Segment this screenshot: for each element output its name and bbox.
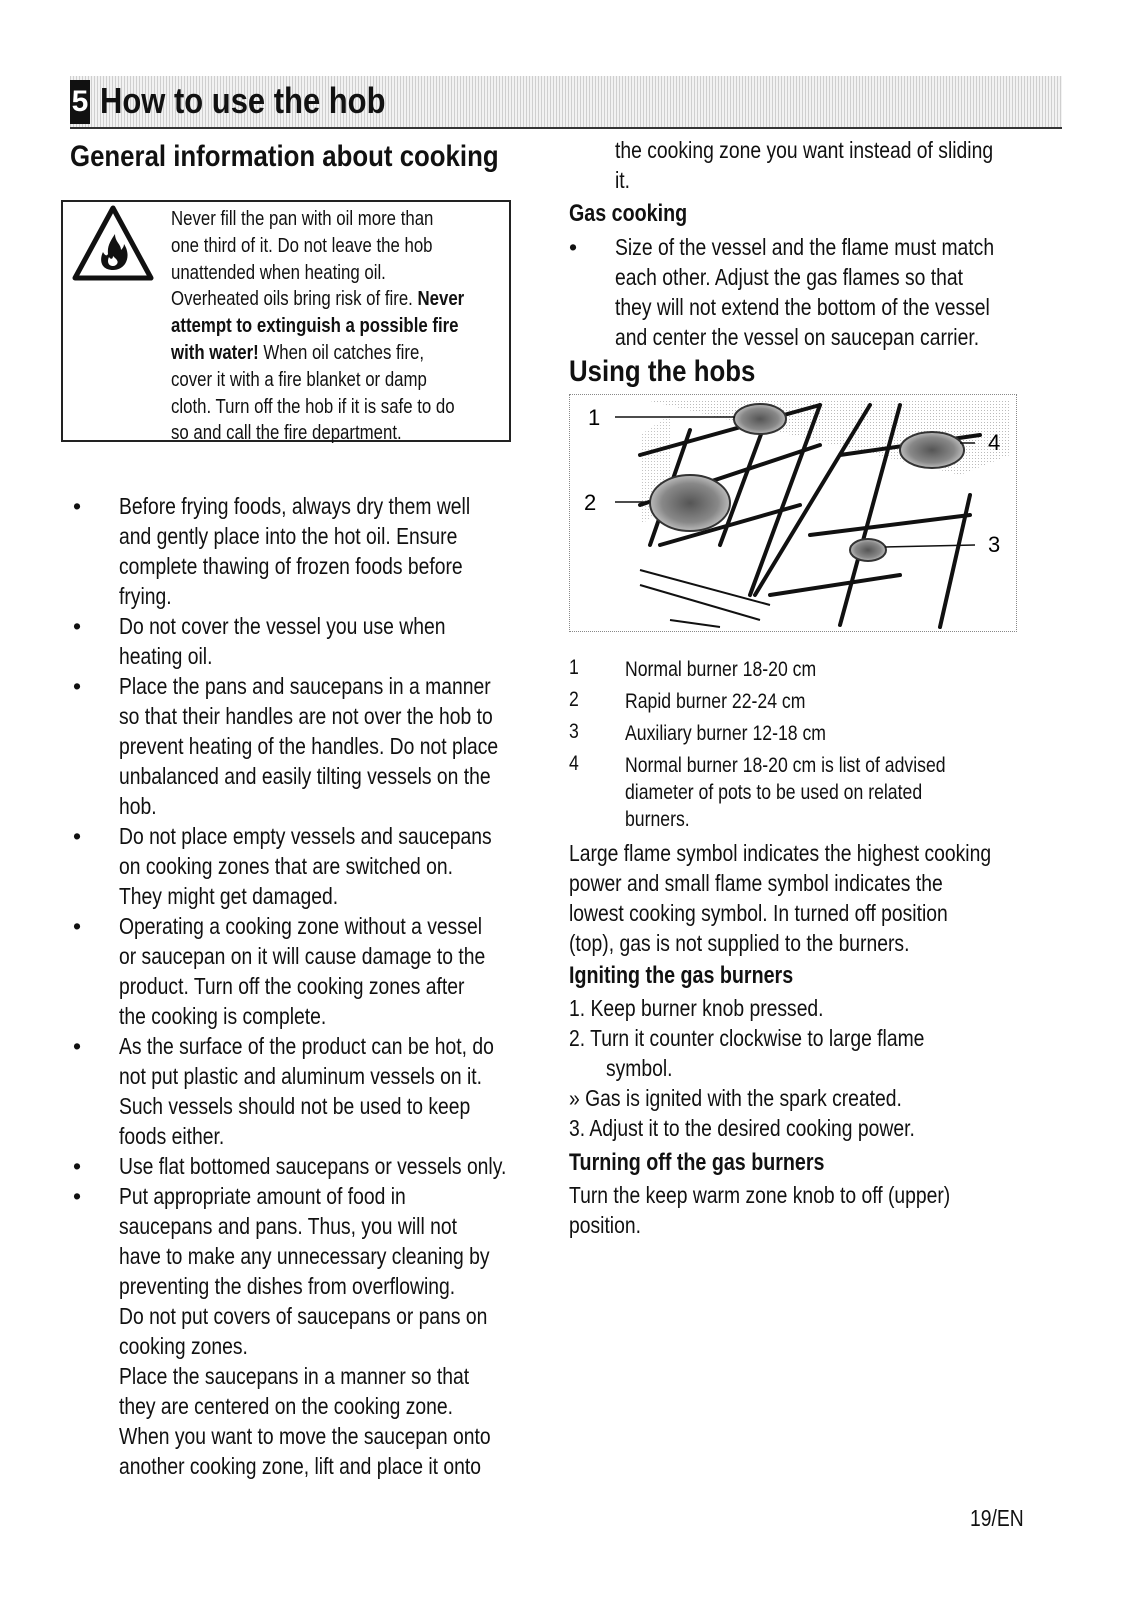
figure-label-2: 2 — [584, 490, 597, 515]
legend-text-3: Auxiliary burner 12-18 cm — [625, 722, 826, 745]
turning-off-text: Turn the keep warm zone knob to off (upper) position. — [569, 1182, 951, 1238]
warning-text: Never fill the pan with oil more than one third of it. Do not leave the hob unattended when heating oil. Overheated oils bring risk of fire. Never attempt to extinguish a possible fire with water! When oil catches fire, cover it with a fire blanket or damp cloth. Turn off the hob if it is safe to do so and call the fire department. — [171, 208, 465, 445]
chapter-number: 5 — [70, 80, 90, 124]
list-item: • Before frying foods, always dry them well and gently place into the hot oil. Ensure complete thawing of frozen foods before frying. — [73, 493, 471, 609]
section-heading-general: General information about cooking — [70, 140, 499, 173]
legend-num-1: 1 — [569, 656, 579, 679]
legend-num-3: 3 — [569, 720, 579, 743]
legend-num-2: 2 — [569, 688, 579, 711]
figure-label-1: 1 — [588, 405, 601, 430]
igniting-steps: 1. Keep burner knob pressed. 2. Turn it counter clockwise to large flame symbol. » Gas is ignited with the spark created. 3. Adjust it to the desired cooking power. — [569, 995, 925, 1141]
list-item: • Use flat bottomed saucepans or vessels only. — [73, 1153, 507, 1179]
heading-gas-cooking: Gas cooking — [569, 200, 688, 227]
flame-symbol-paragraph: Large flame symbol indicates the highest cooking power and small flame symbol indicates the lowest cooking symbol. In turned off position (top), gas is not supplied to the burners. — [569, 840, 992, 956]
hob-diagram — [569, 394, 1017, 632]
list-item: • Size of the vessel and the flame must match each other. Adjust the gas flames so that they will not extend the bottom of the vessel and center the vessel on saucepan carrier. — [569, 234, 995, 350]
warning-box — [61, 200, 511, 445]
page-number: 19/EN — [970, 1505, 1024, 1531]
legend-num-4: 4 — [569, 752, 579, 775]
continued-text: the cooking zone you want instead of sliding it. — [615, 137, 994, 193]
heading-turning-off: Turning off the gas burners — [569, 1149, 825, 1176]
figure-label-3: 3 — [988, 532, 1001, 557]
list-item: • Place the pans and saucepans in a manner so that their handles are not over the hob to prevent heating of the handles. Do not place unbalanced and easily tilting vessels on the hob. — [73, 673, 499, 819]
list-item: • Operating a cooking zone without a vessel or saucepan on it will cause damage to the product. Turn off the cooking zones after the cooking is complete. — [73, 913, 486, 1029]
fire-warning-icon — [71, 204, 155, 284]
heading-igniting: Igniting the gas burners — [569, 962, 794, 989]
legend-text-2: Rapid burner 22-24 cm — [625, 690, 806, 713]
hob-illustration — [570, 395, 1016, 631]
legend-text-4: Normal burner 18-20 cm is list of advised diameter of pots to be used on related burners. — [625, 754, 946, 831]
list-item: • As the surface of the product can be hot, do not put plastic and aluminum vessels on it. Such vessels should not be used to keep foods either. — [73, 1033, 494, 1149]
chapter-title: How to use the hob — [100, 80, 386, 121]
cooking-tips-list — [61, 491, 541, 1481]
header-rule — [70, 127, 1062, 129]
gas-cooking-list — [557, 232, 1066, 352]
list-item: • Do not cover the vessel you use when heating oil. — [73, 613, 446, 669]
legend-text-1: Normal burner 18-20 cm — [625, 658, 817, 681]
list-item: • Put appropriate amount of food in saucepans and pans. Thus, you will not have to make any unnecessary cleaning by preventing the dishes from overflowing. Do not put covers of saucepans or pans on cooking zones. Place the saucepans in a manner so that they are centered on the cooking zone. When you want to move the saucepan onto another cooking zone, lift and place it onto — [73, 1183, 491, 1479]
figure-label-4: 4 — [988, 430, 1001, 455]
list-item: • Do not place empty vessels and saucepans on cooking zones that are switched on. They might get damaged. — [73, 823, 492, 909]
heading-using-hobs: Using the hobs — [569, 355, 756, 388]
